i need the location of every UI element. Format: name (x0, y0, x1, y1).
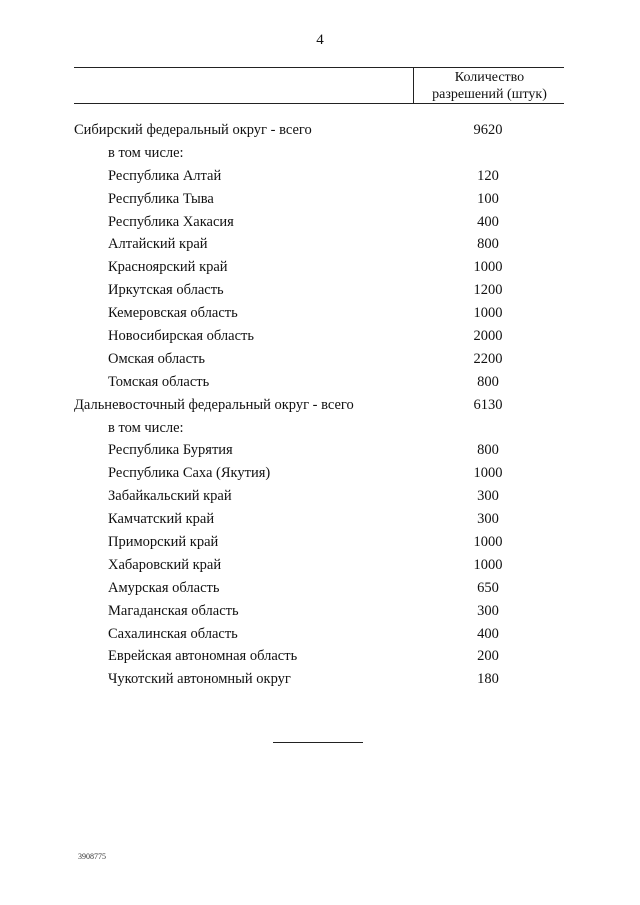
table-row (0, 668, 640, 691)
row-value: 2000 (473, 328, 503, 345)
table-body (0, 119, 640, 691)
table-row (0, 256, 640, 279)
row-value: 1000 (473, 259, 503, 276)
table-row (0, 439, 640, 462)
table-row-total (0, 119, 640, 142)
column-header-line2: разрешений (штук) (432, 87, 547, 102)
row-label: Омская область (108, 350, 205, 367)
table-row (0, 279, 640, 302)
row-value: 400 (477, 213, 499, 230)
row-label: в том числе: (108, 419, 184, 436)
table-row (0, 645, 640, 668)
row-value: 300 (477, 602, 499, 619)
row-value: 1000 (473, 465, 503, 482)
row-value: 300 (477, 511, 499, 528)
row-label: Республика Бурятия (108, 442, 233, 459)
row-label: Камчатский край (108, 511, 215, 528)
table-header (74, 67, 564, 104)
table-row-total (0, 394, 640, 417)
page-number: 4 (316, 32, 324, 48)
row-label: Забайкальский край (108, 488, 232, 505)
end-rule (273, 742, 363, 743)
table-row (0, 531, 640, 554)
document-id: 3908775 (78, 852, 106, 861)
table-row (0, 211, 640, 234)
table-row (0, 371, 640, 394)
row-label: Чукотский автономный округ (108, 671, 291, 688)
header-top-rule (74, 67, 564, 68)
row-label: Иркутская область (108, 282, 224, 299)
row-label: Республика Саха (Якутия) (108, 465, 271, 482)
table-row (0, 462, 640, 485)
header-column-divider (413, 67, 414, 104)
row-value: 800 (477, 236, 499, 253)
table-row (0, 325, 640, 348)
table-row (0, 142, 640, 165)
row-value: 800 (477, 442, 499, 459)
row-label: Томская область (108, 373, 210, 390)
row-value: 1000 (473, 534, 503, 551)
table-row (0, 623, 640, 646)
table-row (0, 577, 640, 600)
row-value: 200 (477, 648, 499, 665)
row-label: Республика Хакасия (108, 213, 234, 230)
column-header-quantity (415, 69, 564, 103)
table-row (0, 348, 640, 371)
row-value: 800 (477, 373, 499, 390)
row-value: 180 (477, 671, 499, 688)
row-value: 300 (477, 488, 499, 505)
row-value: 6130 (473, 396, 503, 413)
table-row (0, 233, 640, 256)
row-label: Приморский край (108, 534, 219, 551)
column-header-line1: Количество (454, 70, 525, 85)
row-label: Алтайский край (108, 236, 208, 253)
row-value: 650 (477, 579, 499, 596)
row-label: Магаданская область (108, 602, 239, 619)
row-label: Сахалинская область (108, 625, 238, 642)
row-label: Республика Алтай (108, 167, 222, 184)
table-row (0, 554, 640, 577)
table-row (0, 508, 640, 531)
row-label: Сибирский федеральный округ - всего (74, 122, 312, 138)
row-label: Амурская область (108, 579, 220, 596)
row-label: Республика Тыва (108, 190, 214, 207)
row-label: Еврейская автономная область (108, 648, 298, 665)
table-row (0, 485, 640, 508)
row-label: Красноярский край (108, 259, 228, 276)
row-label: Хабаровский край (108, 556, 222, 573)
row-value: 1000 (473, 556, 503, 573)
table-row (0, 188, 640, 211)
header-bottom-rule (74, 103, 564, 104)
row-value: 400 (477, 625, 499, 642)
row-label: Дальневосточный федеральный округ - всего (74, 396, 354, 413)
row-value: 2200 (473, 350, 503, 367)
row-value: 100 (477, 190, 499, 207)
row-label: Кемеровская область (108, 305, 238, 322)
row-label: Новосибирская область (108, 328, 254, 345)
table-row (0, 600, 640, 623)
table-row (0, 165, 640, 188)
row-label: в том числе: (108, 144, 184, 161)
row-value: 1200 (473, 282, 503, 299)
row-value: 120 (477, 167, 499, 184)
table-row (0, 302, 640, 325)
row-value: 1000 (473, 305, 503, 322)
table-row (0, 417, 640, 440)
row-value: 9620 (473, 122, 503, 138)
